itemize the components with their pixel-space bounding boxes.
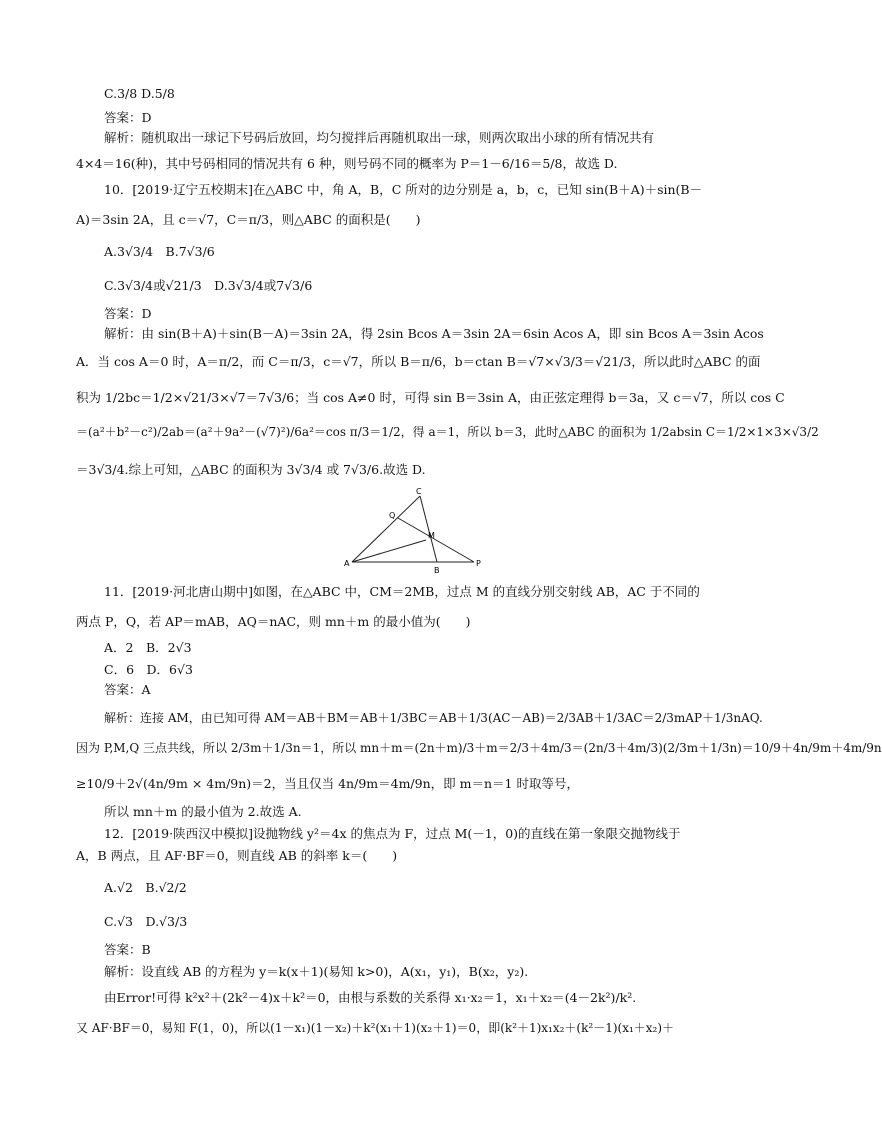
figure-label-p: P	[476, 559, 481, 568]
figure-label-q: Q	[389, 511, 396, 520]
text-line: 又 AF·BF＝0，易知 F(1，0)，所以(1－x₁)(1－x₂)＋k²(x₁＋1)(x₂＋1)＝0，即(k²＋1)x₁x₂＋(k²－1)(x₁＋x₂)＋	[76, 1021, 675, 1035]
text-line: 解析：由 sin(B＋A)＋sin(B－A)＝3sin 2A，得 2sin Bcos A＝3sin 2A＝6sin Acos A，即 sin Bcos A＝3sin Acos	[104, 326, 764, 341]
text-line: 积为 1/2bc＝1/2×√21/3×√7＝7√3/6；当 cos A≠0 时，可得 sin B＝3sin A，由正弦定理得 b＝3a，又 c＝√7，所以 cos C	[76, 390, 785, 405]
text-line: 解析：随机取出一球记下号码后放回，均匀搅拌后再随机取出一球，则两次取出小球的所有情况共有	[104, 130, 655, 145]
text-line: A．当 cos A＝0 时，A＝π/2，而 C＝π/3，c＝√7，所以 B＝π/6，b＝ctan B＝√7×√3/3＝√21/3，所以此时△ABC 的面	[76, 354, 761, 369]
text-line: ≥10/9＋2√(4n/9m × 4m/9n)＝2，当且仅当 4n/9m＝4m/9n，即 m＝n＝1 时取等号，	[76, 776, 579, 791]
text-line: A，B 两点，且 AF·BF＝0，则直线 AB 的斜率 k＝( )	[76, 848, 398, 863]
text-line: A)＝3sin 2A，且 c＝√7，C＝π/3，则△ABC 的面积是( )	[76, 212, 421, 227]
text-line: A.√2 B.√2/2	[104, 880, 187, 895]
text-line: C.3√3/4或√21/3 D.3√3/4或7√3/6	[104, 278, 313, 293]
text-line: C．6 D．6√3	[104, 662, 193, 677]
line-qp	[398, 518, 474, 562]
text-line: 4×4＝16(种)，其中号码相同的情况共有 6 种，则号码不同的概率为 P＝1－6/16＝5/8，故选 D.	[76, 156, 618, 171]
figure-label-c: C	[416, 487, 422, 496]
figure-label-m: M	[428, 531, 435, 540]
text-line: C.√3 D.√3/3	[104, 914, 188, 929]
figure-label-a: A	[344, 559, 350, 568]
text-line: 解析：设直线 AB 的方程为 y＝k(x＋1)(易知 k>0)，A(x₁，y₁)，B(x₂，y₂).	[104, 964, 529, 979]
text-line: 11．[2019·河北唐山期中]如图，在△ABC 中，CM＝2MB，过点 M 的直线分别交射线 AB，AC 于不同的	[104, 584, 700, 599]
triangle-figure	[340, 488, 490, 576]
text-line: ＝3√3/4.综上可知，△ABC 的面积为 3√3/4 或 7√3/6.故选 D.	[76, 462, 426, 477]
text-line: ＝(a²＋b²－c²)/2ab＝(a²＋9a²－(√7)²)/6a²＝cos π/3＝1/2，得 a＝1，所以 b＝3，此时△ABC 的面积为 1/2absin C＝1/2×1×3×√3/2	[76, 425, 819, 439]
text-line: 12．[2019·陕西汉中模拟]设抛物线 y²＝4x 的焦点为 F，过点 M(－1，0)的直线在第一象限交抛物线于	[104, 826, 681, 841]
text-line: 答案：A	[104, 682, 151, 697]
text-line: 由Error!可得 k²x²＋(2k²－4)x＋k²＝0，由根与系数的关系得 x₁·x₂＝1，x₁＋x₂＝(4－2k²)/k².	[104, 990, 637, 1005]
figure-label-b: B	[434, 566, 440, 575]
text-line: 两点 P，Q，若 AP＝mAB，AQ＝nAC，则 mn＋m 的最小值为( )	[76, 614, 471, 629]
text-line: 解析：连接 AM，由已知可得 AM＝AB＋BM＝AB＋1/3BC＝AB＋1/3(AC－AB)＝2/3AB＋1/3AC＝2/3mAP＋1/3nAQ.	[104, 711, 763, 725]
side-cb	[420, 496, 437, 562]
text-line: 因为 P,M,Q 三点共线，所以 2/3m＋1/3n＝1，所以 mn＋m＝(2n＋m)/3＋m＝2/3＋4m/3＝(2n/3＋4m/3)(2/3m＋1/3n)＝10/9＋4n/9m＋4m/9n	[76, 741, 882, 755]
text-line: 答案：B	[104, 942, 151, 957]
text-line: A．2 B．2√3	[104, 640, 192, 655]
text-line: C.3/8 D.5/8	[104, 86, 175, 101]
text-line: 答案：D	[104, 110, 152, 125]
text-line: 10．[2019·辽宁五校期末]在△ABC 中，角 A，B，C 所对的边分别是 a，b，c，已知 sin(B＋A)＋sin(B－	[104, 182, 703, 197]
text-line: 所以 mn＋m 的最小值为 2.故选 A.	[104, 804, 302, 819]
text-line: A.3√3/4 B.7√3/6	[104, 244, 215, 259]
text-line: 答案：D	[104, 306, 152, 321]
